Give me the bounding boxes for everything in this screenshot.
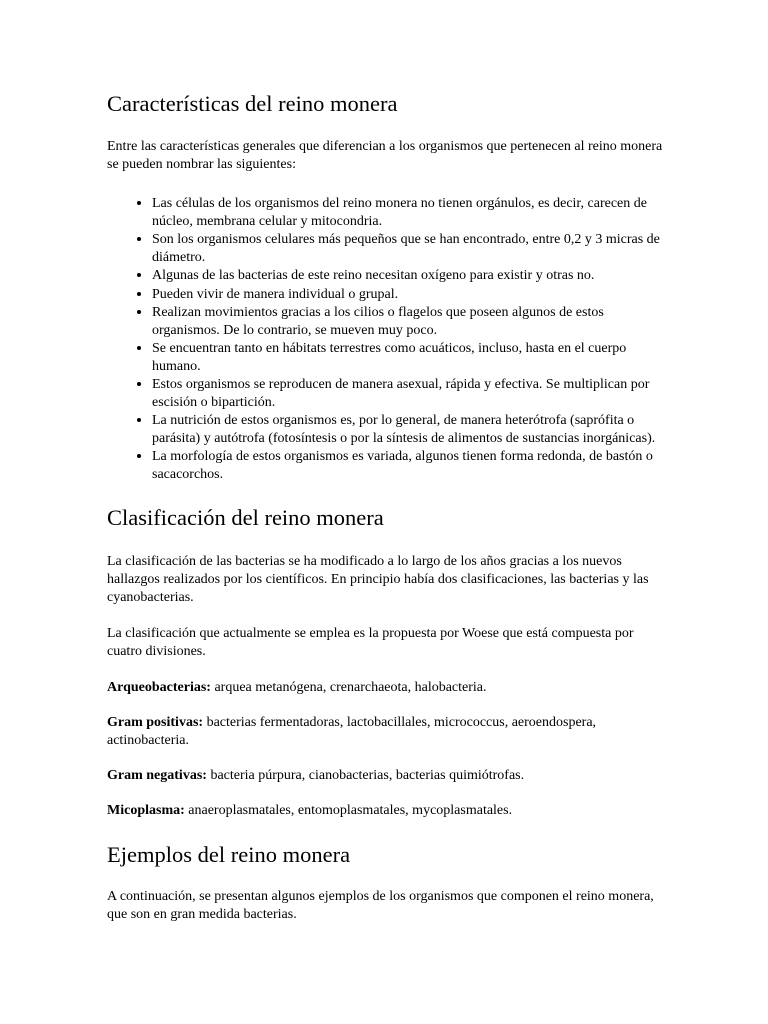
division-entry — [107, 679, 667, 697]
list-item: • La nutrición de estos organismos es, por lo general, de manera heterótrofa (saprófita o parásita) y autótrofa (fotosíntesis o por la síntesis de alimentos de sustancias inorgánicas). — [152, 411, 667, 447]
section-intro: Entre las características generales que diferencian a los organismos que pertenecen al reino monera se pueden nombrar las siguientes: — [107, 139, 663, 172]
division-label: Micoplasma: — [107, 803, 185, 818]
section-heading: Clasificación del reino monera — [107, 505, 384, 530]
list-item: • Las células de los organismos del reino monera no tienen orgánulos, es decir, carecen de núcleo, membrana celular y mitocondria. — [152, 194, 667, 230]
division-entry — [107, 802, 667, 820]
division-text: arquea metanógena, crenarchaeota, halobacteria. — [210, 680, 487, 695]
division-text: bacterias fermentadoras, lactobacillales, micrococcus, aeroendospera, actinobacteria. — [107, 715, 597, 748]
section-heading: Ejemplos del reino monera — [107, 842, 351, 867]
list-item: • Pueden vivir de manera individual o grupal. — [152, 285, 667, 304]
section-intro: A continuación, se presentan algunos ejemplos de los organismos que componen el reino monera, que son en gran medida bacterias. — [107, 889, 654, 922]
division-entry — [107, 714, 667, 750]
division-text: anaeroplasmatales, entomoplasmatales, mycoplasmatales. — [184, 803, 513, 818]
paragraph: La clasificación que actualmente se emplea es la propuesta por Woese que está compuesta por cuatro divisiones. — [107, 626, 634, 659]
list-item: • Estos organismos se reproducen de manera asexual, rápida y efectiva. Se multiplican por escisión o bipartición. — [152, 375, 667, 411]
document-content — [107, 90, 667, 924]
division-entry — [107, 767, 667, 785]
division-label: Arqueobacterias: — [107, 680, 211, 695]
division-label: Gram positivas: — [107, 715, 204, 730]
list-item: • Realizan movimientos gracias a los cilios o flagelos que poseen algunos de estos organismos. De lo contrario, se mueven muy poco. — [152, 303, 667, 339]
division-text: bacteria púrpura, cianobacterias, bacterias quimiótrofas. — [206, 768, 525, 783]
division-label: Gram negativas: — [107, 768, 207, 783]
list-item: • Algunas de las bacterias de este reino necesitan oxígeno para existir y otras no. — [152, 266, 667, 285]
characteristics-list — [107, 194, 667, 483]
list-item: • Son los organismos celulares más pequeños que se han encontrado, entre 0,2 y 3 micras de diámetro. — [152, 230, 667, 266]
section-heading: Características del reino monera — [107, 91, 398, 116]
list-item: • La morfología de estos organismos es variada, algunos tienen forma redonda, de bastón o sacacorchos. — [152, 447, 667, 483]
paragraph: La clasificación de las bacterias se ha modificado a lo largo de los años gracias a los nuevos hallazgos realizados por los científicos. En principio había dos clasificaciones, las bacterias y las cyanobacterias. — [107, 554, 649, 605]
list-item: • Se encuentran tanto en hábitats terrestres como acuáticos, incluso, hasta en el cuerpo humano. — [152, 339, 667, 375]
